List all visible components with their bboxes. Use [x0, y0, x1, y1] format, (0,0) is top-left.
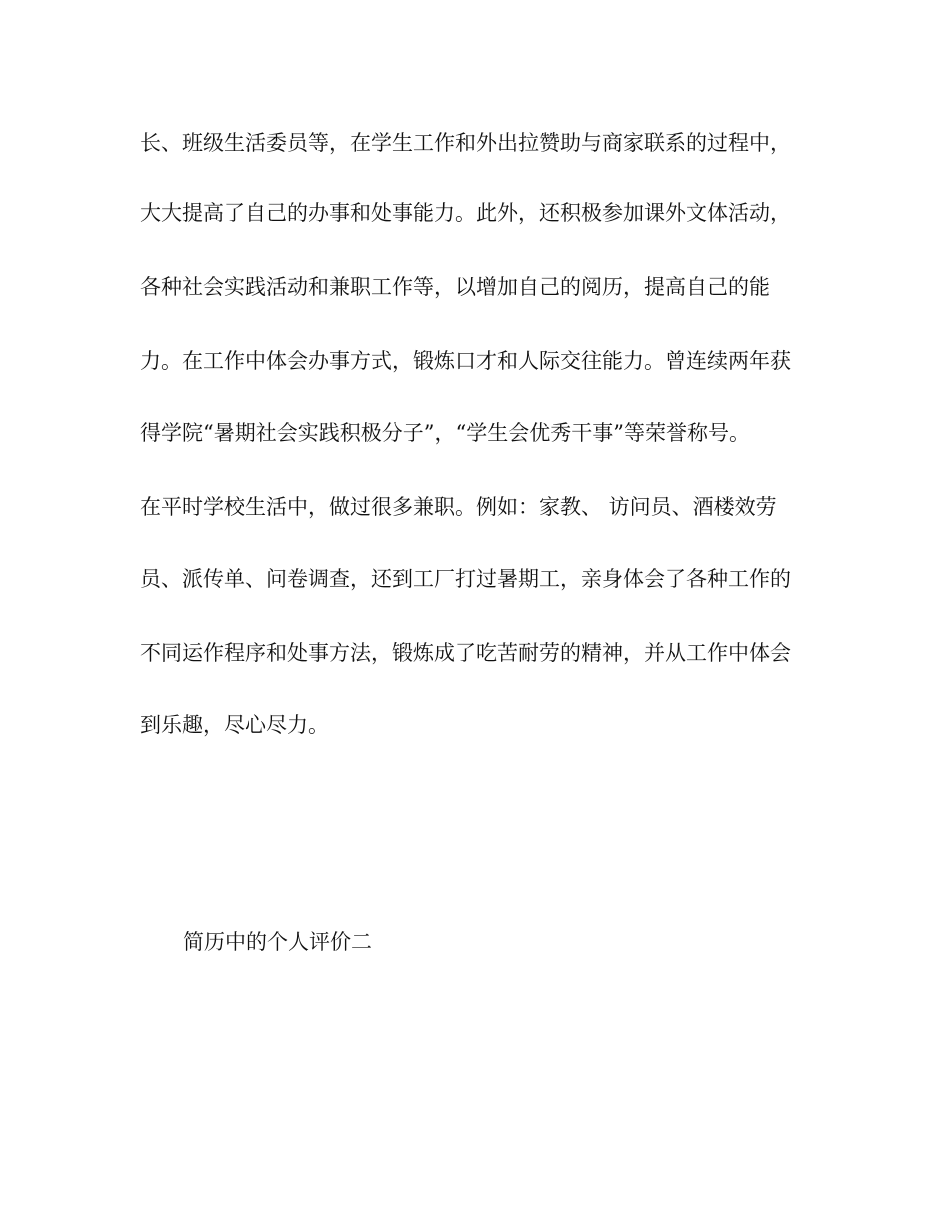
- paragraph-line: 不同运作程序和处事方法，锻炼成了吃苦耐劳的精神，并从工作中体会: [140, 641, 791, 665]
- paragraph-line: 员、派传单、问卷调查，还到工厂打过暑期工，亲身体会了各种工作的: [140, 567, 791, 591]
- paragraph-line: 长、班级生活委员等，在学生工作和外出拉赞助与商家联系的过程中，: [140, 131, 791, 155]
- paragraph-line: 得学院“暑期社会实践积极分子”，“学生会优秀干事”等荣誉称号。: [140, 421, 750, 445]
- paragraph-line: 在平时学校生活中，做过很多兼职。例如：家教、 访问员、酒楼效劳: [140, 495, 777, 519]
- paragraph-line: 大大提高了自己的办事和处事能力。此外，还积极参加课外文体活动，: [140, 201, 791, 225]
- paragraph-line: 各种社会实践活动和兼职工作等，以增加自己的阅历，提高自己的能: [140, 275, 770, 299]
- paragraph-line: 力。在工作中体会办事方式，锻炼口才和人际交往能力。曾连续两年获: [140, 349, 791, 373]
- paragraph-line: 到乐趣，尽心尽力。: [140, 713, 329, 737]
- section-heading: 简历中的个人评价二: [183, 930, 372, 954]
